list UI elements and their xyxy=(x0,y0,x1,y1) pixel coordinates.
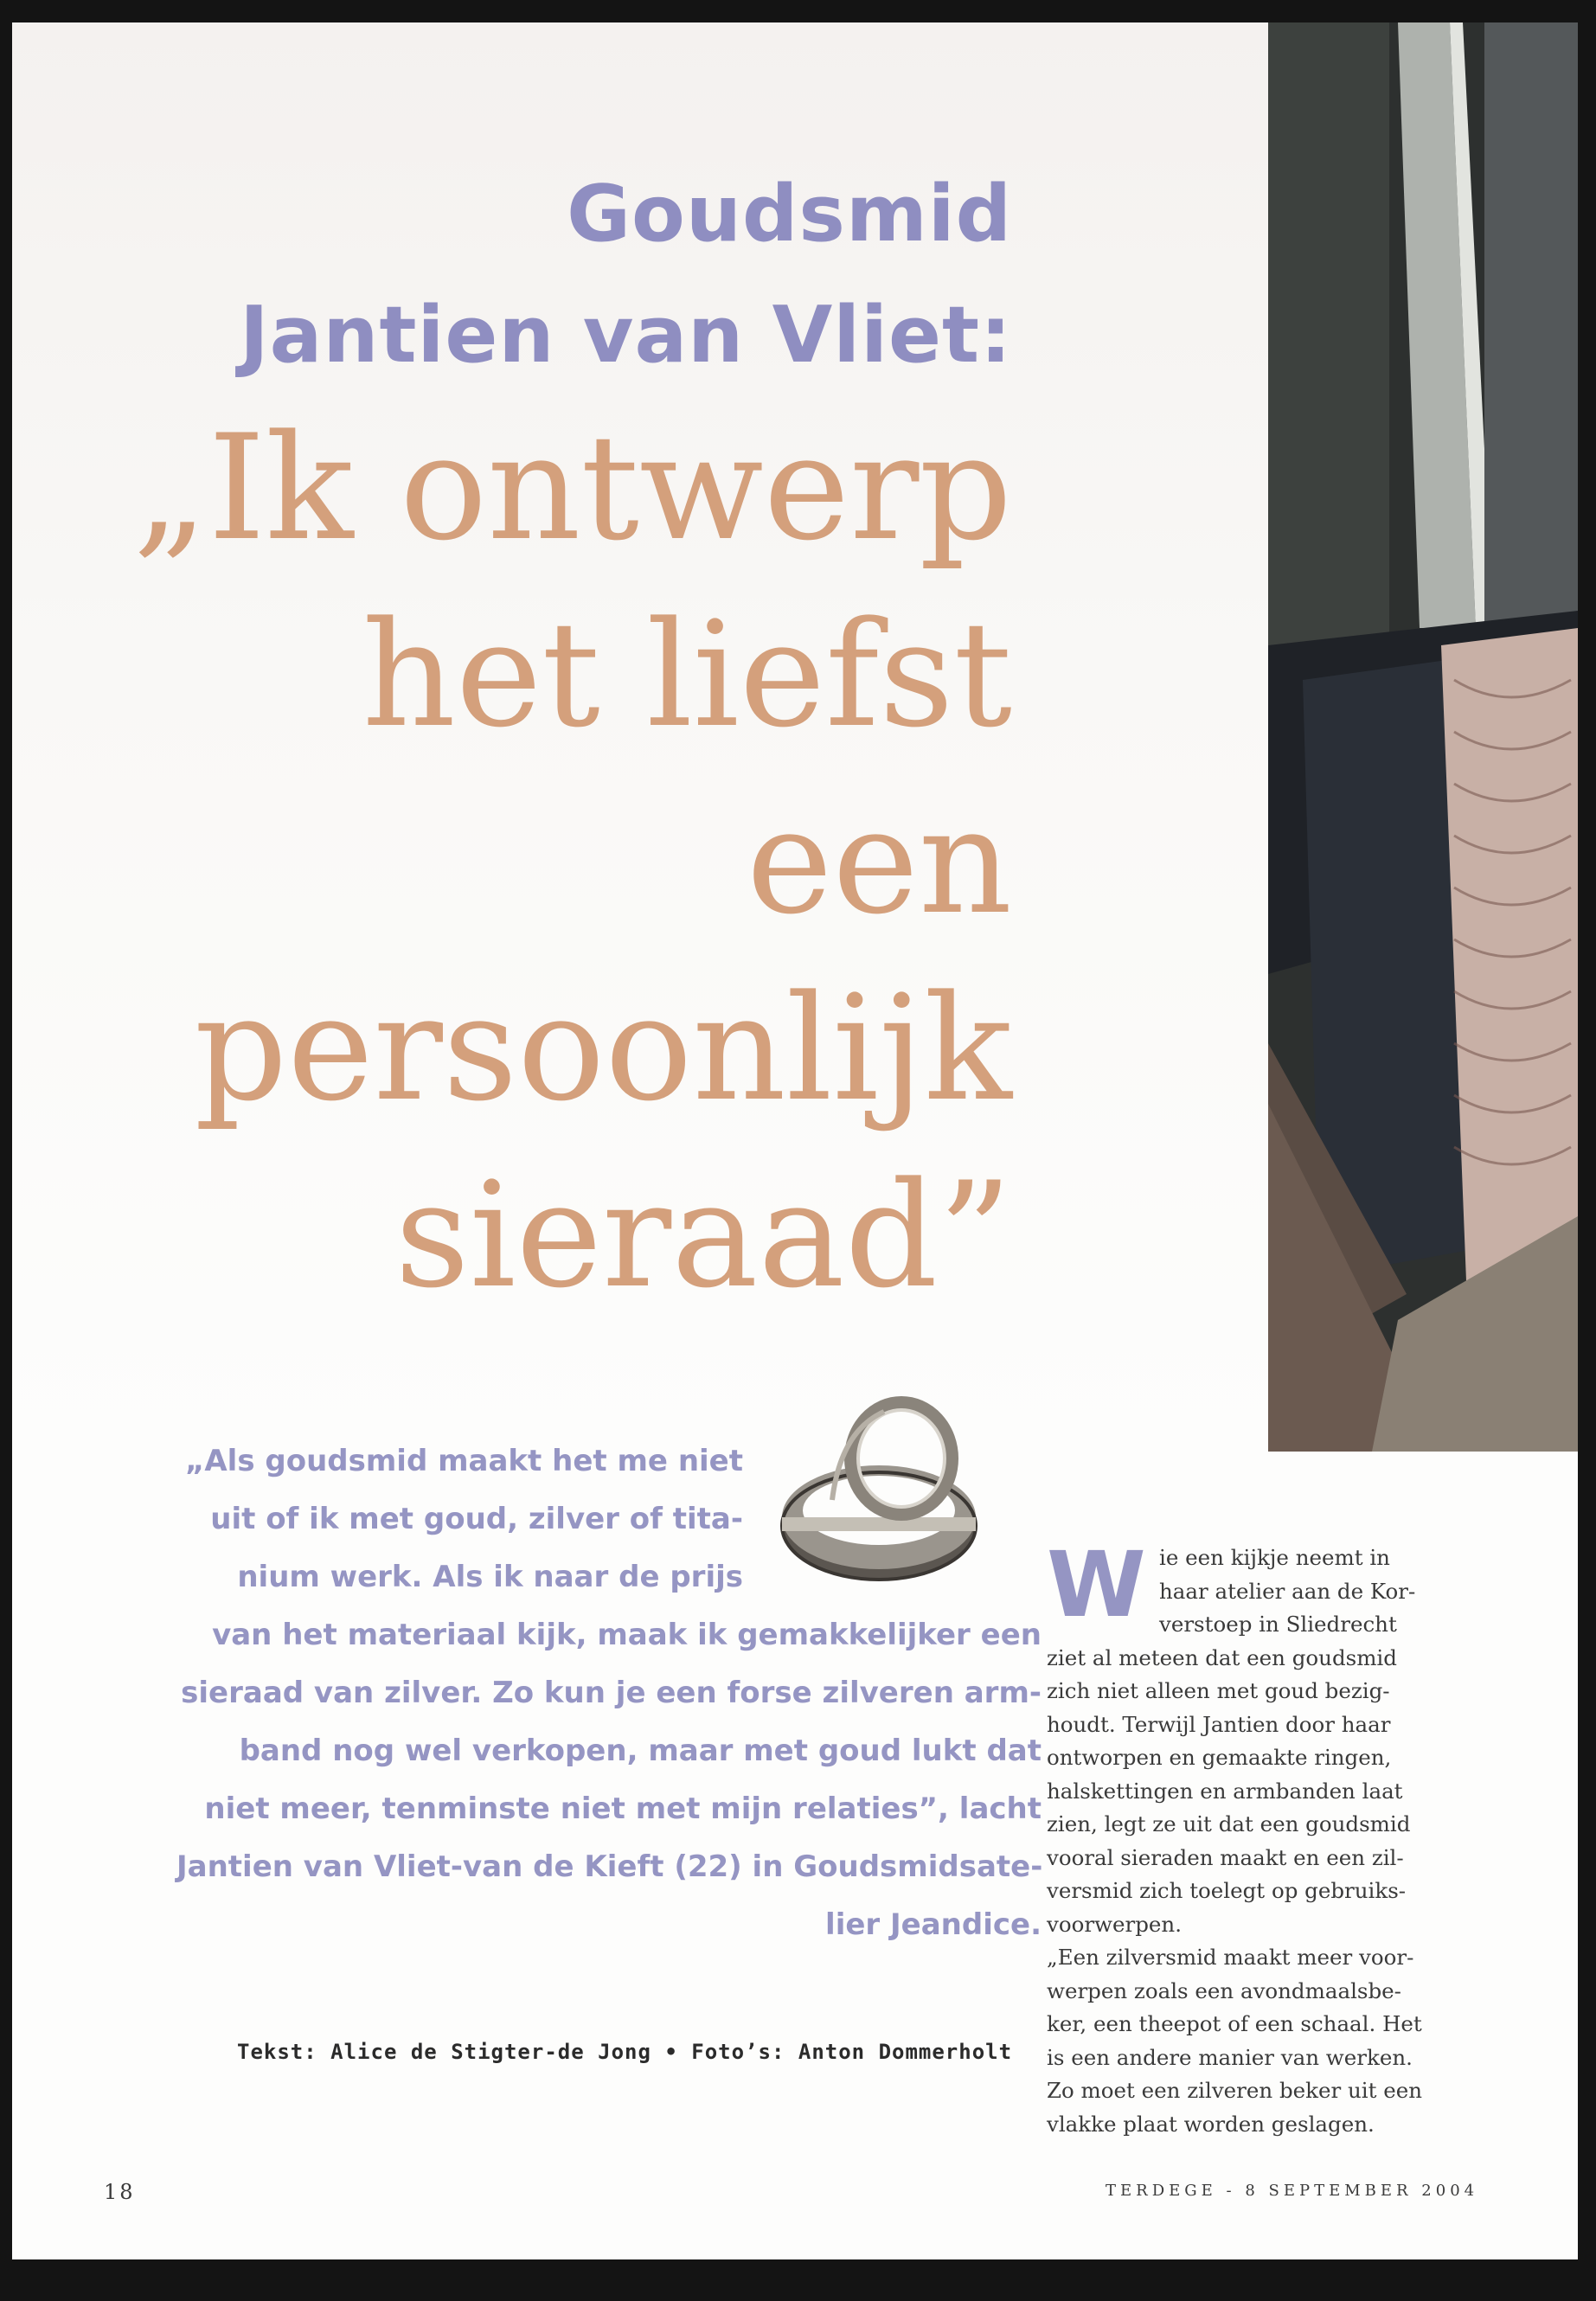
kicker-line: Jantien van Vliet: xyxy=(240,290,1012,381)
headline-line: een xyxy=(746,777,1012,946)
body-line: ontworpen en gemaakte ringen, xyxy=(1047,1745,1392,1770)
intro-line: niet meer, tenminste niet met mijn relaties”, lacht xyxy=(204,1791,1042,1826)
body-line: Zo moet een zilveren beker uit een xyxy=(1047,2078,1422,2103)
headline-line: persoonlijk xyxy=(194,964,1012,1133)
drop-cap: W xyxy=(1047,1532,1146,1638)
body-line: houdt. Terwijl Jantien door haar xyxy=(1047,1711,1391,1737)
body-line: vooral sieraden maakt en een zil- xyxy=(1047,1844,1404,1870)
intro-line: uit of ik met goud, zilver of tita- xyxy=(210,1502,743,1536)
body-line: „Een zilversmid maakt meer voor- xyxy=(1047,1945,1414,1970)
body-line: voorwerpen. xyxy=(1047,1911,1182,1937)
headline-line: het liefst xyxy=(362,590,1012,760)
body-column xyxy=(1047,1532,1479,2141)
portrait-photo xyxy=(1268,22,1578,1452)
article-headline xyxy=(132,394,1012,1329)
publication-footer: TERDEGE - 8 SEPTEMBER 2004 xyxy=(1106,2182,1479,2200)
body-line: haar atelier aan de Kor- xyxy=(1159,1578,1416,1604)
page-number: 18 xyxy=(104,2180,136,2204)
body-line: ker, een theepot of een schaal. Het xyxy=(1047,2011,1422,2036)
body-line: werpen zoals een avondmaalsbe- xyxy=(1047,1977,1401,2003)
kicker-line: Goudsmid xyxy=(567,169,1012,260)
intro-line: nium werk. Als ik naar de prijs xyxy=(237,1560,743,1594)
body-line: ie een kijkje neemt in xyxy=(1159,1545,1390,1570)
intro-line: van het materiaal kijk, maak ik gemakkelijker een xyxy=(212,1618,1042,1652)
headline-line: sieraad” xyxy=(394,1150,1012,1320)
intro-line: lier Jeandice. xyxy=(825,1907,1042,1942)
body-line: verstoep in Sliedrecht xyxy=(1159,1612,1397,1637)
article-kicker xyxy=(240,154,1012,396)
intro-line: Jantien van Vliet-van de Kieft (22) in Goudsmidsate- xyxy=(176,1849,1043,1884)
headline-line: „Ik ontwerp xyxy=(132,403,1012,573)
article-credits: Tekst: Alice de Stigter-de Jong • Foto’s: Anton Dommerholt xyxy=(237,2040,1013,2064)
body-line: is een andere manier van werken. xyxy=(1047,2044,1413,2070)
magazine-page xyxy=(12,22,1578,2259)
intro-paragraph xyxy=(176,1433,1042,1954)
body-line: zich niet alleen met goud bezig- xyxy=(1047,1678,1390,1703)
body-line: zien, legt ze uit dat een goudsmid xyxy=(1047,1811,1411,1836)
body-line: vlakke plaat worden geslagen. xyxy=(1047,2111,1375,2137)
body-line: ziet al meteen dat een goudsmid xyxy=(1047,1644,1397,1670)
body-line: versmid zich toelegt op gebruiks- xyxy=(1047,1878,1407,1903)
intro-line: „Als goudsmid maakt het me niet xyxy=(185,1444,743,1478)
intro-line: sieraad van zilver. Zo kun je een forse zilveren arm- xyxy=(181,1676,1042,1710)
intro-line: band nog wel verkopen, maar met goud lukt dat xyxy=(239,1734,1042,1768)
body-line: halskettingen en armbanden laat xyxy=(1047,1778,1403,1804)
